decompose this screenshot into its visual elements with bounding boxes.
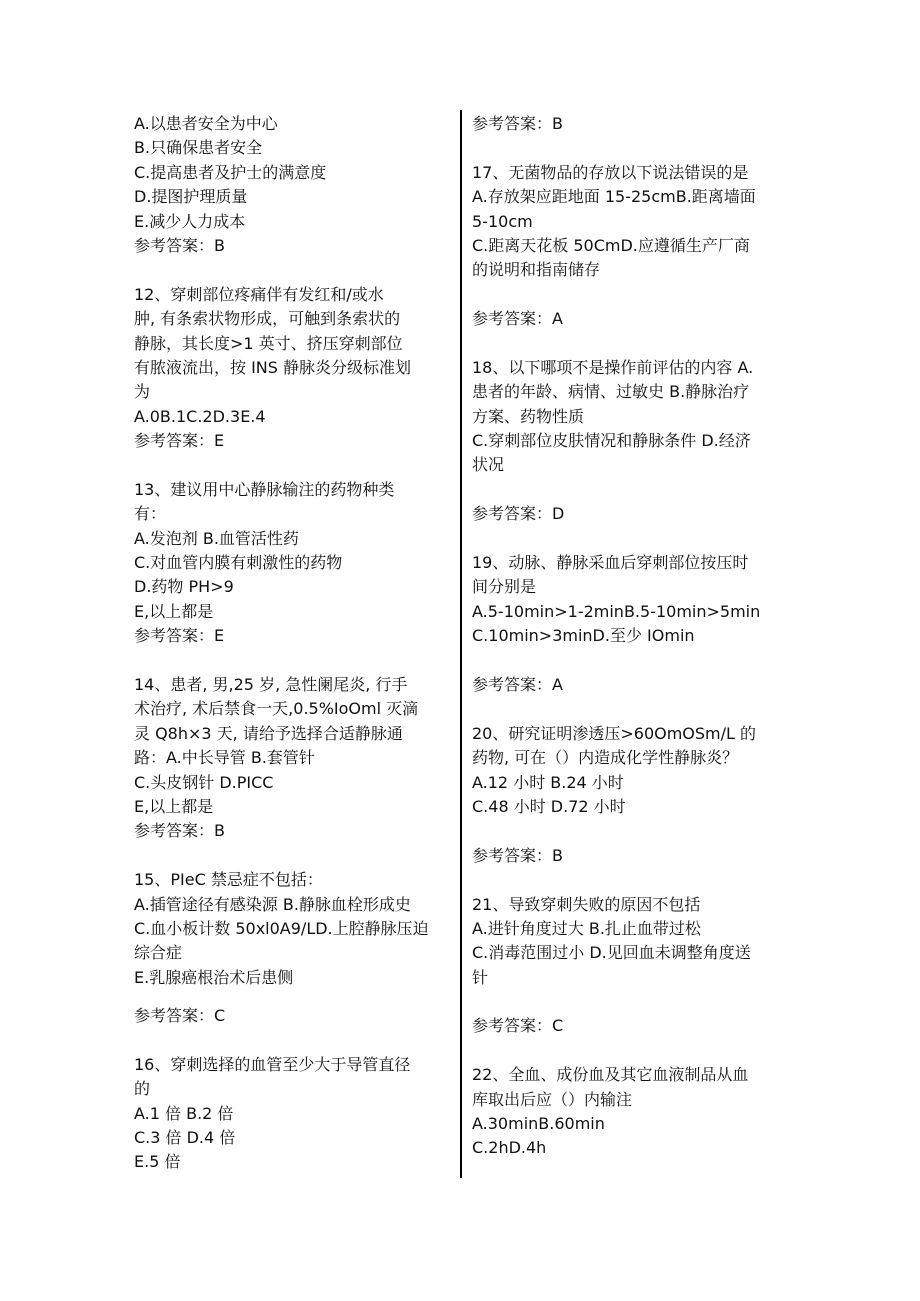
- option-line: A.以患者安全为中心: [134, 114, 278, 133]
- question-stem-line: 17、无菌物品的存放以下说法错误的是: [472, 162, 749, 182]
- option-line: E.乳腺癌根治术后患侧: [134, 967, 294, 987]
- answer-line: 参考答案：E: [134, 626, 225, 646]
- question-stem-line: 15、PIeC 禁忌症不包括：: [134, 870, 323, 890]
- question-stem-line: 的: [134, 1079, 151, 1099]
- question-stem-line: 间分别是: [472, 577, 537, 597]
- spacer: [134, 649, 450, 673]
- option-line: A.5-10min>1-2minB.5-10min>5min: [472, 601, 761, 621]
- option-line: A.1 倍 B.2 倍: [134, 1103, 234, 1123]
- option-line: E,以上都是: [134, 601, 214, 621]
- spacer: [472, 332, 790, 356]
- option-line: 的说明和指南储存: [472, 260, 601, 280]
- spacer: [472, 527, 790, 551]
- option-line: C.对血管内膜有刺激性的药物: [134, 553, 343, 573]
- question-stem-line: 16、穿刺选择的血管至少大于导管直径: [134, 1054, 411, 1074]
- question-stem-line: 患者的年龄、病情、过敏史 B.静脉治疗: [472, 382, 750, 402]
- spacer: [134, 1028, 450, 1052]
- spacer: [134, 990, 450, 1004]
- option-line: A.12 小时 B.24 小时: [472, 772, 624, 792]
- answer-line: 参考答案：D: [472, 504, 565, 524]
- spacer: [472, 478, 790, 502]
- question-stem-line: 12、穿刺部位疼痛伴有发红和/或水: [134, 284, 384, 304]
- answer-line: 参考答案：E: [134, 431, 225, 451]
- question-stem-line: 有：: [134, 504, 167, 524]
- answer-line: 参考答案：C: [134, 1006, 226, 1026]
- answer-line: 参考答案：B: [134, 821, 225, 841]
- option-line: C.10min>3minD.至少 IOmin: [472, 626, 695, 646]
- question-stem-line: 14、患者, 男,25 岁, 急性阑尾炎, 行手: [134, 674, 408, 694]
- question-stem-line: 22、全血、成份血及其它血液制品从血: [472, 1065, 749, 1085]
- column-divider: [460, 110, 462, 1178]
- option-line: A.30minB.60min: [472, 1114, 605, 1134]
- question-stem-line: 21、导致穿刺失败的原因不包括: [472, 894, 701, 914]
- right-column: [472, 112, 790, 1161]
- option-line: 状况: [472, 455, 505, 475]
- answer-line: 参考答案：C: [472, 1016, 564, 1036]
- question-stem-line: 18、以下哪项不是操作前评估的内容 A.: [472, 357, 754, 377]
- question-stem-line: 静脉，其长度>1 英寸、挤压穿刺部位: [134, 333, 403, 353]
- option-line: 5-10cm: [472, 211, 533, 231]
- question-stem-line: 库取出后应（）内输注: [472, 1089, 633, 1109]
- option-line: 综合症: [134, 943, 183, 963]
- spacer: [472, 283, 790, 307]
- option-line: E.5 倍: [134, 1152, 181, 1172]
- spacer: [134, 844, 450, 868]
- spacer: [472, 819, 790, 843]
- option-line: E,以上都是: [134, 796, 214, 816]
- question-stem-line: 为: [134, 382, 151, 402]
- option-line: C.2hD.4h: [472, 1138, 547, 1158]
- option-line: E.减少人力成本: [134, 211, 246, 231]
- left-column: [134, 112, 450, 1175]
- spacer: [134, 258, 450, 282]
- option-line: C.穿刺部位皮肤情况和静脉条件 D.经济: [472, 431, 751, 451]
- spacer: [472, 649, 790, 673]
- option-line: A.发泡剂 B.血管活性药: [134, 528, 299, 548]
- option-line: D.药物 PH>9: [134, 577, 234, 597]
- spacer: [134, 453, 450, 477]
- option-line: C.距离天花板 50CmD.应遵循生产厂商: [472, 235, 750, 255]
- option-line: C.头皮钢针 D.PICC: [134, 772, 274, 792]
- question-stem-line: 20、研究证明渗透压>60OmOSm/L 的: [472, 723, 757, 743]
- option-line: C.消毒范围过小 D.见回血未调整角度送: [472, 943, 751, 963]
- answer-line: 参考答案：A: [472, 309, 563, 329]
- question-stem-line: 方案、药物性质: [472, 406, 585, 426]
- option-line: 针: [472, 967, 489, 987]
- option-line: A.插管途径有感染源 B.静脉血栓形成史: [134, 894, 411, 914]
- option-line: A.进针角度过大 B.扎止血带过松: [472, 918, 701, 938]
- answer-line: 参考答案：B: [472, 845, 563, 865]
- spacer: [472, 136, 790, 160]
- option-line: A.0B.1C.2D.3E.4: [134, 406, 266, 426]
- question-stem-line: 19、动脉、静脉采血后穿刺部位按压时: [472, 553, 749, 573]
- option-line: C.48 小时 D.72 小时: [472, 796, 626, 816]
- spacer: [472, 868, 790, 892]
- question-stem-line: 有脓液流出，按 INS 静脉炎分级标准划: [134, 357, 412, 377]
- question-stem-line: 肿, 有条索状物形成，可触到条索状的: [134, 309, 401, 329]
- option-line: A.存放架应距地面 15-25cmB.距离墙面: [472, 187, 756, 207]
- question-stem-line: 术治疗, 术后禁食一天,0.5%IoOml 灭滴: [134, 699, 419, 719]
- spacer: [472, 990, 790, 1014]
- question-stem-line: 灵 Q8h×3 天, 请给予选择合适静脉通: [134, 723, 403, 743]
- spacer: [472, 1039, 790, 1063]
- question-stem-line: 路：A.中长导管 B.套管针: [134, 748, 315, 768]
- option-line: C.血小板计数 50xl0A9∕LD.上腔静脉压迫: [134, 918, 429, 938]
- spacer: [472, 697, 790, 721]
- option-line: C.3 倍 D.4 倍: [134, 1128, 236, 1148]
- question-stem-line: 13、建议用中心静脉输注的药物种类: [134, 479, 395, 499]
- answer-line: 参考答案：B: [134, 235, 225, 255]
- option-line: C.提高患者及护士的满意度: [134, 162, 327, 182]
- answer-line: 参考答案：B: [472, 114, 563, 133]
- question-stem-line: 药物, 可在（）内造成化学性静脉炎？: [472, 748, 739, 768]
- option-line: D.提图护理质量: [134, 187, 248, 207]
- option-line: B.只确保患者安全: [134, 138, 263, 158]
- answer-line: 参考答案：A: [472, 674, 563, 694]
